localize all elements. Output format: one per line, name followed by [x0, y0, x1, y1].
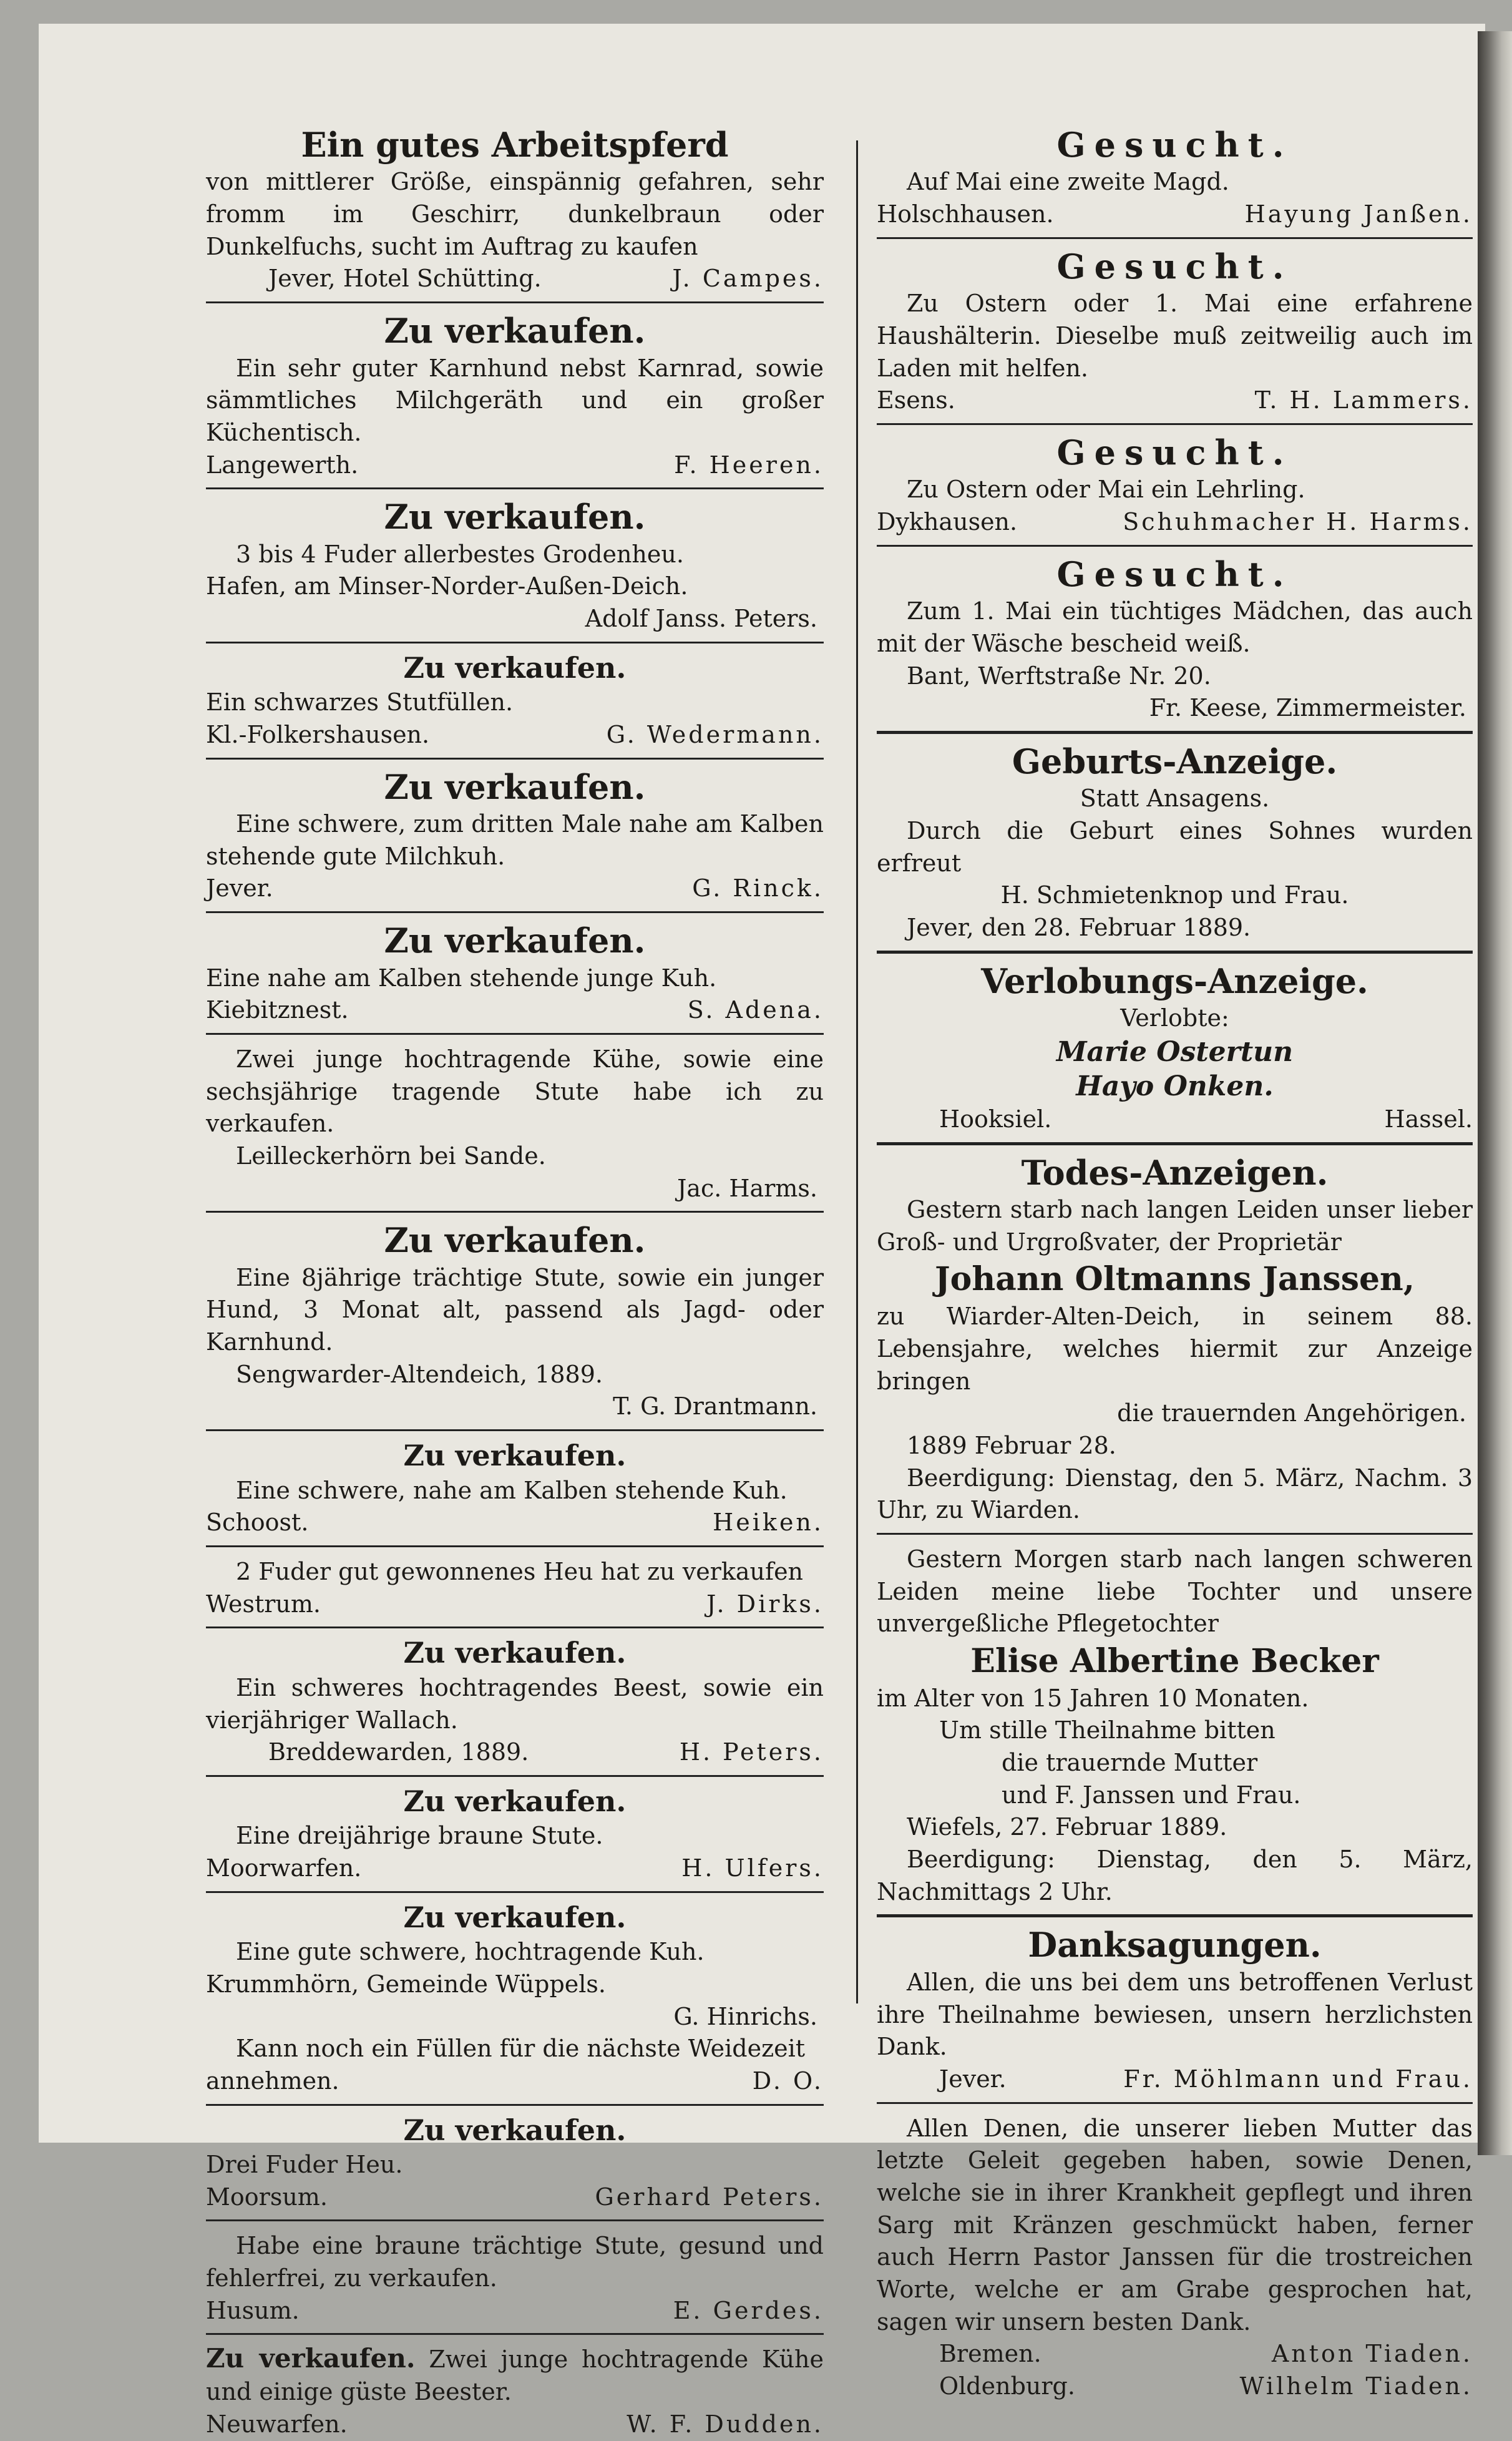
ad-title: Zu verkaufen.: [384, 766, 646, 807]
ad-signature: S. Adena.: [687, 996, 824, 1024]
ad-title: Todes-Anzeigen.: [1021, 1152, 1329, 1193]
ad-karnhund: [206, 312, 824, 481]
ad-signature: T. H. Lammers.: [1254, 386, 1473, 414]
ad-signature: Adolf Janss. Peters.: [585, 605, 817, 633]
ad-location: Jever.: [206, 874, 273, 903]
birth-parents: H. Schmietenknop und Frau.: [1000, 881, 1349, 909]
ad-body-2: Bant, Werftstraße Nr. 20.: [907, 662, 1211, 690]
ad-body: Eine schwere, nahe am Kalben stehende Kuh.: [236, 1476, 788, 1504]
ad-signature: D. O.: [752, 2067, 824, 2095]
ad-stutfuellen: [206, 652, 824, 751]
ad-zwei-kuehe: [206, 2344, 824, 2440]
death-text: Um stille Theilnahme bitten: [939, 1716, 1275, 1744]
ad-body-2: Sengwarder-Altendeich, 1889.: [236, 1360, 603, 1388]
ad-body: Zum 1. Mai ein tüchtiges Mädchen, das auch mit der Wäsche bescheid weiß.: [877, 597, 1473, 657]
ad-signature: W. F. Dudden.: [627, 2410, 824, 2438]
ad-signature: T. G. Drantmann.: [613, 1392, 817, 1421]
ad-title: Geburts-Anzeige.: [1012, 741, 1338, 781]
ad-title: Zu verkaufen.: [403, 1439, 627, 1473]
ad-milchkuh: [206, 768, 824, 905]
ad-title: Zu verkaufen.: [384, 921, 646, 961]
ad-location: Moorsum.: [206, 2183, 328, 2211]
ad-body: Ein schweres hochtragendes Beest, sowie ein vierjähriger Wallach.: [206, 1673, 824, 1734]
death-text: im Alter von 15 Jahren 10 Monaten.: [877, 1684, 1309, 1712]
ad-location: annehmen.: [206, 2067, 339, 2095]
ad-location: Moorwarfen.: [206, 1854, 362, 1882]
ad-body: Kann noch ein Füllen für die nächste Weidezeit: [236, 2035, 806, 2063]
divider: [877, 545, 1473, 547]
ad-body: Drei Fuder Heu.: [206, 2151, 403, 2179]
divider: [206, 1429, 824, 1431]
divider: [877, 2102, 1473, 2104]
ad-title: Zu verkaufen.: [403, 1784, 627, 1818]
death-text: und F. Janssen und Frau.: [1002, 1781, 1301, 1809]
thanks-text: Allen Denen, die unserer lieben Mutter das letzte Geleit gegeben haben, sowie Denen, welche sie in ihrer Krankheit gepflegt und ihren Sarg mit Kränzen geschmückt haben, ferner auch Herrn Pastor Janssen für die trostreichen Worte, welche er am Grabe gesprochen hat, sagen wir unsern besten Dank.: [877, 2114, 1473, 2336]
death-notices: [877, 1154, 1473, 1909]
ad-title: Zu verkaufen.: [403, 650, 627, 685]
ad-body: Eine dreijährige braune Stute.: [236, 1822, 603, 1850]
right-column: [877, 125, 1473, 2403]
death-text: zu Wiarder-Alten-Deich, in seinem 88. Lebensjahre, welches hiermit zur Anzeige bringen: [877, 1303, 1473, 1395]
ad-hochtragende-kuehe: [206, 1044, 824, 1205]
ad-signature: Schuhmacher H. Harms.: [1123, 508, 1473, 536]
ad-signature: E. Gerdes.: [673, 2296, 824, 2324]
ad-signature: H. Ulfers.: [681, 1854, 824, 1882]
ad-signature: Heiken.: [713, 1509, 824, 1537]
ad-location: Esens.: [877, 386, 955, 414]
ad-location: Schoost.: [206, 1509, 309, 1537]
ad-title: Zu verkaufen.: [206, 2343, 416, 2374]
ad-signature: J. Campes.: [672, 265, 824, 293]
death-text: Gestern starb nach langen Leiden unser lieber Groß- und Urgroßvater, der Proprietär: [877, 1196, 1473, 1256]
ad-body-2: Krummhörn, Gemeinde Wüppels.: [206, 1970, 606, 1998]
ad-body-2: Leilleckerhörn bei Sande.: [236, 1142, 546, 1170]
birth-announcement: [877, 743, 1473, 944]
death-name: Johann Oltmanns Janssen,: [935, 1260, 1415, 1299]
ad-gute-kuh: [206, 1902, 824, 2033]
engage-location: Hooksiel.: [939, 1105, 1052, 1133]
ad-signature: Fr. Keese, Zimmermeister.: [1149, 694, 1466, 722]
ad-title: Gesucht.: [1056, 125, 1293, 165]
divider: [206, 1211, 824, 1213]
ad-body: Eine nahe am Kalben stehende junge Kuh.: [206, 964, 717, 992]
divider: [206, 1545, 824, 1547]
divider: [877, 731, 1473, 734]
thanks-notices: [877, 1926, 1473, 2402]
divider: [206, 642, 824, 643]
divider: [206, 487, 824, 489]
ad-body: Eine schwere, zum dritten Male nahe am Kalben stehende gute Milchkuh.: [206, 810, 824, 870]
engage-name: Marie Ostertun: [1056, 1035, 1294, 1068]
ad-signature: Jac. Harms.: [677, 1174, 817, 1202]
ad-signature: G. Rinck.: [692, 874, 824, 903]
ad-signature: Gerhard Peters.: [595, 2183, 824, 2211]
ad-title: Danksagungen.: [1028, 1925, 1322, 1965]
divider: [206, 2104, 824, 2106]
ad-body: Eine 8jährige trächtige Stute, sowie ein junger Hund, 3 Monat alt, passend als Jagd- oder Karnhund.: [206, 1263, 824, 1356]
ad-location: Kiebitznest.: [206, 996, 349, 1024]
divider: [206, 911, 824, 913]
ad-title: Zu verkaufen.: [384, 497, 646, 537]
divider: [877, 423, 1473, 425]
death-text: die trauernden Angehörigen.: [1117, 1399, 1466, 1427]
ad-body-2: Hafen, am Minser-Norder-Außen-Deich.: [206, 572, 688, 600]
ad-title: Verlobungs-Anzeige.: [981, 961, 1368, 1001]
birth-date: Jever, den 28. Februar 1889.: [907, 914, 1251, 942]
ad-body: Zwei junge hochtragende Kühe und einige güste Beester.: [206, 2346, 824, 2406]
ad-body: Habe eine braune trächtige Stute, gesund und fehlerfrei, zu verkaufen.: [206, 2232, 824, 2292]
thanks-location: Jever.: [939, 2065, 1007, 2093]
death-text: die trauernde Mutter: [1002, 1749, 1258, 1777]
ad-signature: H. Peters.: [679, 1738, 824, 1766]
ad-location: Jever, Hotel Schütting.: [268, 265, 542, 293]
death-name: Elise Albertine Becker: [970, 1641, 1379, 1680]
death-text: Gestern Morgen starb nach langen schweren Leiden meine liebe Tochter und unsere unvergeßliche Pflegetochter: [877, 1545, 1473, 1638]
ad-signature: Hayung Janßen.: [1244, 200, 1473, 228]
ad-body: Ein schwarzes Stutfüllen.: [206, 688, 514, 717]
ad-gesucht-magd: [877, 126, 1473, 231]
ad-location: Neuwarfen.: [206, 2410, 348, 2438]
divider: [877, 951, 1473, 954]
ad-location: Langewerth.: [206, 451, 359, 479]
death-date: Wiefels, 27. Februar 1889.: [907, 1813, 1227, 1841]
ad-body: Eine gute schwere, hochtragende Kuh.: [236, 1938, 705, 1966]
ad-title: Zu verkaufen.: [403, 1900, 627, 1934]
divider: [206, 758, 824, 760]
death-date: 1889 Februar 28.: [907, 1431, 1116, 1459]
ad-body: 3 bis 4 Fuder allerbestes Grodenheu.: [236, 540, 684, 568]
engage-label: Verlobte:: [1120, 1004, 1229, 1032]
page-edge: [1478, 31, 1512, 2155]
ad-body: Zwei junge hochtragende Kühe, sowie eine sechsjährige tragende Stute habe ich zu verkaufen.: [206, 1045, 824, 1138]
engagement-announcement: [877, 962, 1473, 1136]
ad-drei-fuder: [206, 2115, 824, 2214]
engage-name: Hayo Onken.: [1076, 1070, 1274, 1102]
ad-location: Dykhausen.: [877, 508, 1018, 536]
birth-line: Durch die Geburt eines Sohnes wurden erfreut: [877, 817, 1473, 877]
ad-location: Breddewarden, 1889.: [268, 1738, 529, 1766]
ad-title: Zu verkaufen.: [403, 1636, 627, 1670]
divider: [877, 1533, 1473, 1535]
column-divider: [856, 140, 858, 2003]
divider: [877, 1914, 1473, 1917]
ad-signature: G. Hinrichs.: [673, 2002, 817, 2030]
ad-heu: [206, 1556, 824, 1620]
divider: [206, 2333, 824, 2335]
ad-title: Gesucht.: [1056, 246, 1293, 286]
ad-traechtige-stute: [206, 2230, 824, 2327]
ad-location: Westrum.: [206, 1590, 321, 1618]
thanks-signature: Anton Tiaden.: [1271, 2340, 1473, 2368]
death-burial: Beerdigung: Dienstag, den 5. März, Nachmittags 2 Uhr.: [877, 1846, 1473, 1905]
ad-title: Gesucht.: [1056, 554, 1293, 594]
ad-body: 2 Fuder gut gewonnenes Heu hat zu verkaufen: [236, 1558, 804, 1585]
ad-fuellen: [206, 2033, 824, 2097]
divider: [877, 237, 1473, 239]
ad-signature: J. Dirks.: [706, 1590, 824, 1618]
engage-location: Hassel.: [1384, 1105, 1473, 1133]
ad-title: Zu verkaufen.: [403, 2113, 627, 2147]
divider: [206, 1775, 824, 1777]
divider: [206, 2219, 824, 2221]
ad-gesucht-haushaelterin: [877, 248, 1473, 417]
ad-gesucht-lehrling: [877, 434, 1473, 539]
birth-line: Statt Ansagens.: [1080, 785, 1270, 813]
divider: [206, 1891, 824, 1893]
ad-location: Husum.: [206, 2296, 300, 2324]
thanks-signature: Fr. Möhlmann und Frau.: [1123, 2065, 1473, 2093]
thanks-location: Bremen.: [939, 2340, 1041, 2368]
ad-body: von mittlerer Größe, einspännig gefahren, sehr fromm im Geschirr, dunkelbraun oder Dunkelfuchs, sucht im Auftrag zu kaufen: [206, 168, 824, 260]
ad-schwere-kuh: [206, 1440, 824, 1539]
ad-location: Holschhausen.: [877, 200, 1054, 228]
death-burial: Beerdigung: Dienstag, den 5. März, Nachm. 3 Uhr, zu Wiarden.: [877, 1464, 1473, 1524]
thanks-signature: Wilhelm Tiaden.: [1239, 2372, 1473, 2400]
ad-location: Kl.-Folkershausen.: [206, 720, 430, 748]
ad-signature: G. Wedermann.: [606, 720, 824, 748]
ad-braune-stute: [206, 1786, 824, 1885]
ad-title: Zu verkaufen.: [384, 311, 646, 351]
ad-grodenheu: [206, 498, 824, 635]
ad-body: Zu Ostern oder Mai ein Lehrling.: [907, 476, 1305, 504]
ad-body: Auf Mai eine zweite Magd.: [907, 168, 1229, 196]
thanks-location: Oldenburg.: [939, 2372, 1075, 2400]
ad-title: Ein gutes Arbeitspferd: [301, 125, 729, 165]
ad-arbeitspferd: [206, 126, 824, 295]
ad-body: Zu Ostern oder 1. Mai eine erfahrene Haushälterin. Dieselbe muß zeitweilig auch im Laden mit helfen.: [877, 290, 1473, 382]
ad-body: Ein sehr guter Karnhund nebst Karnrad, sowie sämmtliches Milchgeräth und ein großer Küchentisch.: [206, 354, 824, 446]
left-column: [206, 125, 824, 2441]
ad-gesucht-maedchen: [877, 555, 1473, 725]
ad-title: Zu verkaufen.: [384, 1220, 646, 1261]
divider: [206, 1033, 824, 1035]
thanks-text: Allen, die uns bei dem uns betroffenen Verlust ihre Theilnahme bewiesen, unsern herzlichsten Dank.: [877, 1968, 1473, 2061]
divider: [206, 301, 824, 303]
ad-stute-hund: [206, 1221, 824, 1423]
divider: [206, 1627, 824, 1628]
ad-title: Gesucht.: [1056, 432, 1293, 472]
ad-signature: F. Heeren.: [674, 451, 824, 479]
ad-junge-kuh: [206, 922, 824, 1027]
divider: [877, 1142, 1473, 1145]
ad-beest: [206, 1637, 824, 1769]
